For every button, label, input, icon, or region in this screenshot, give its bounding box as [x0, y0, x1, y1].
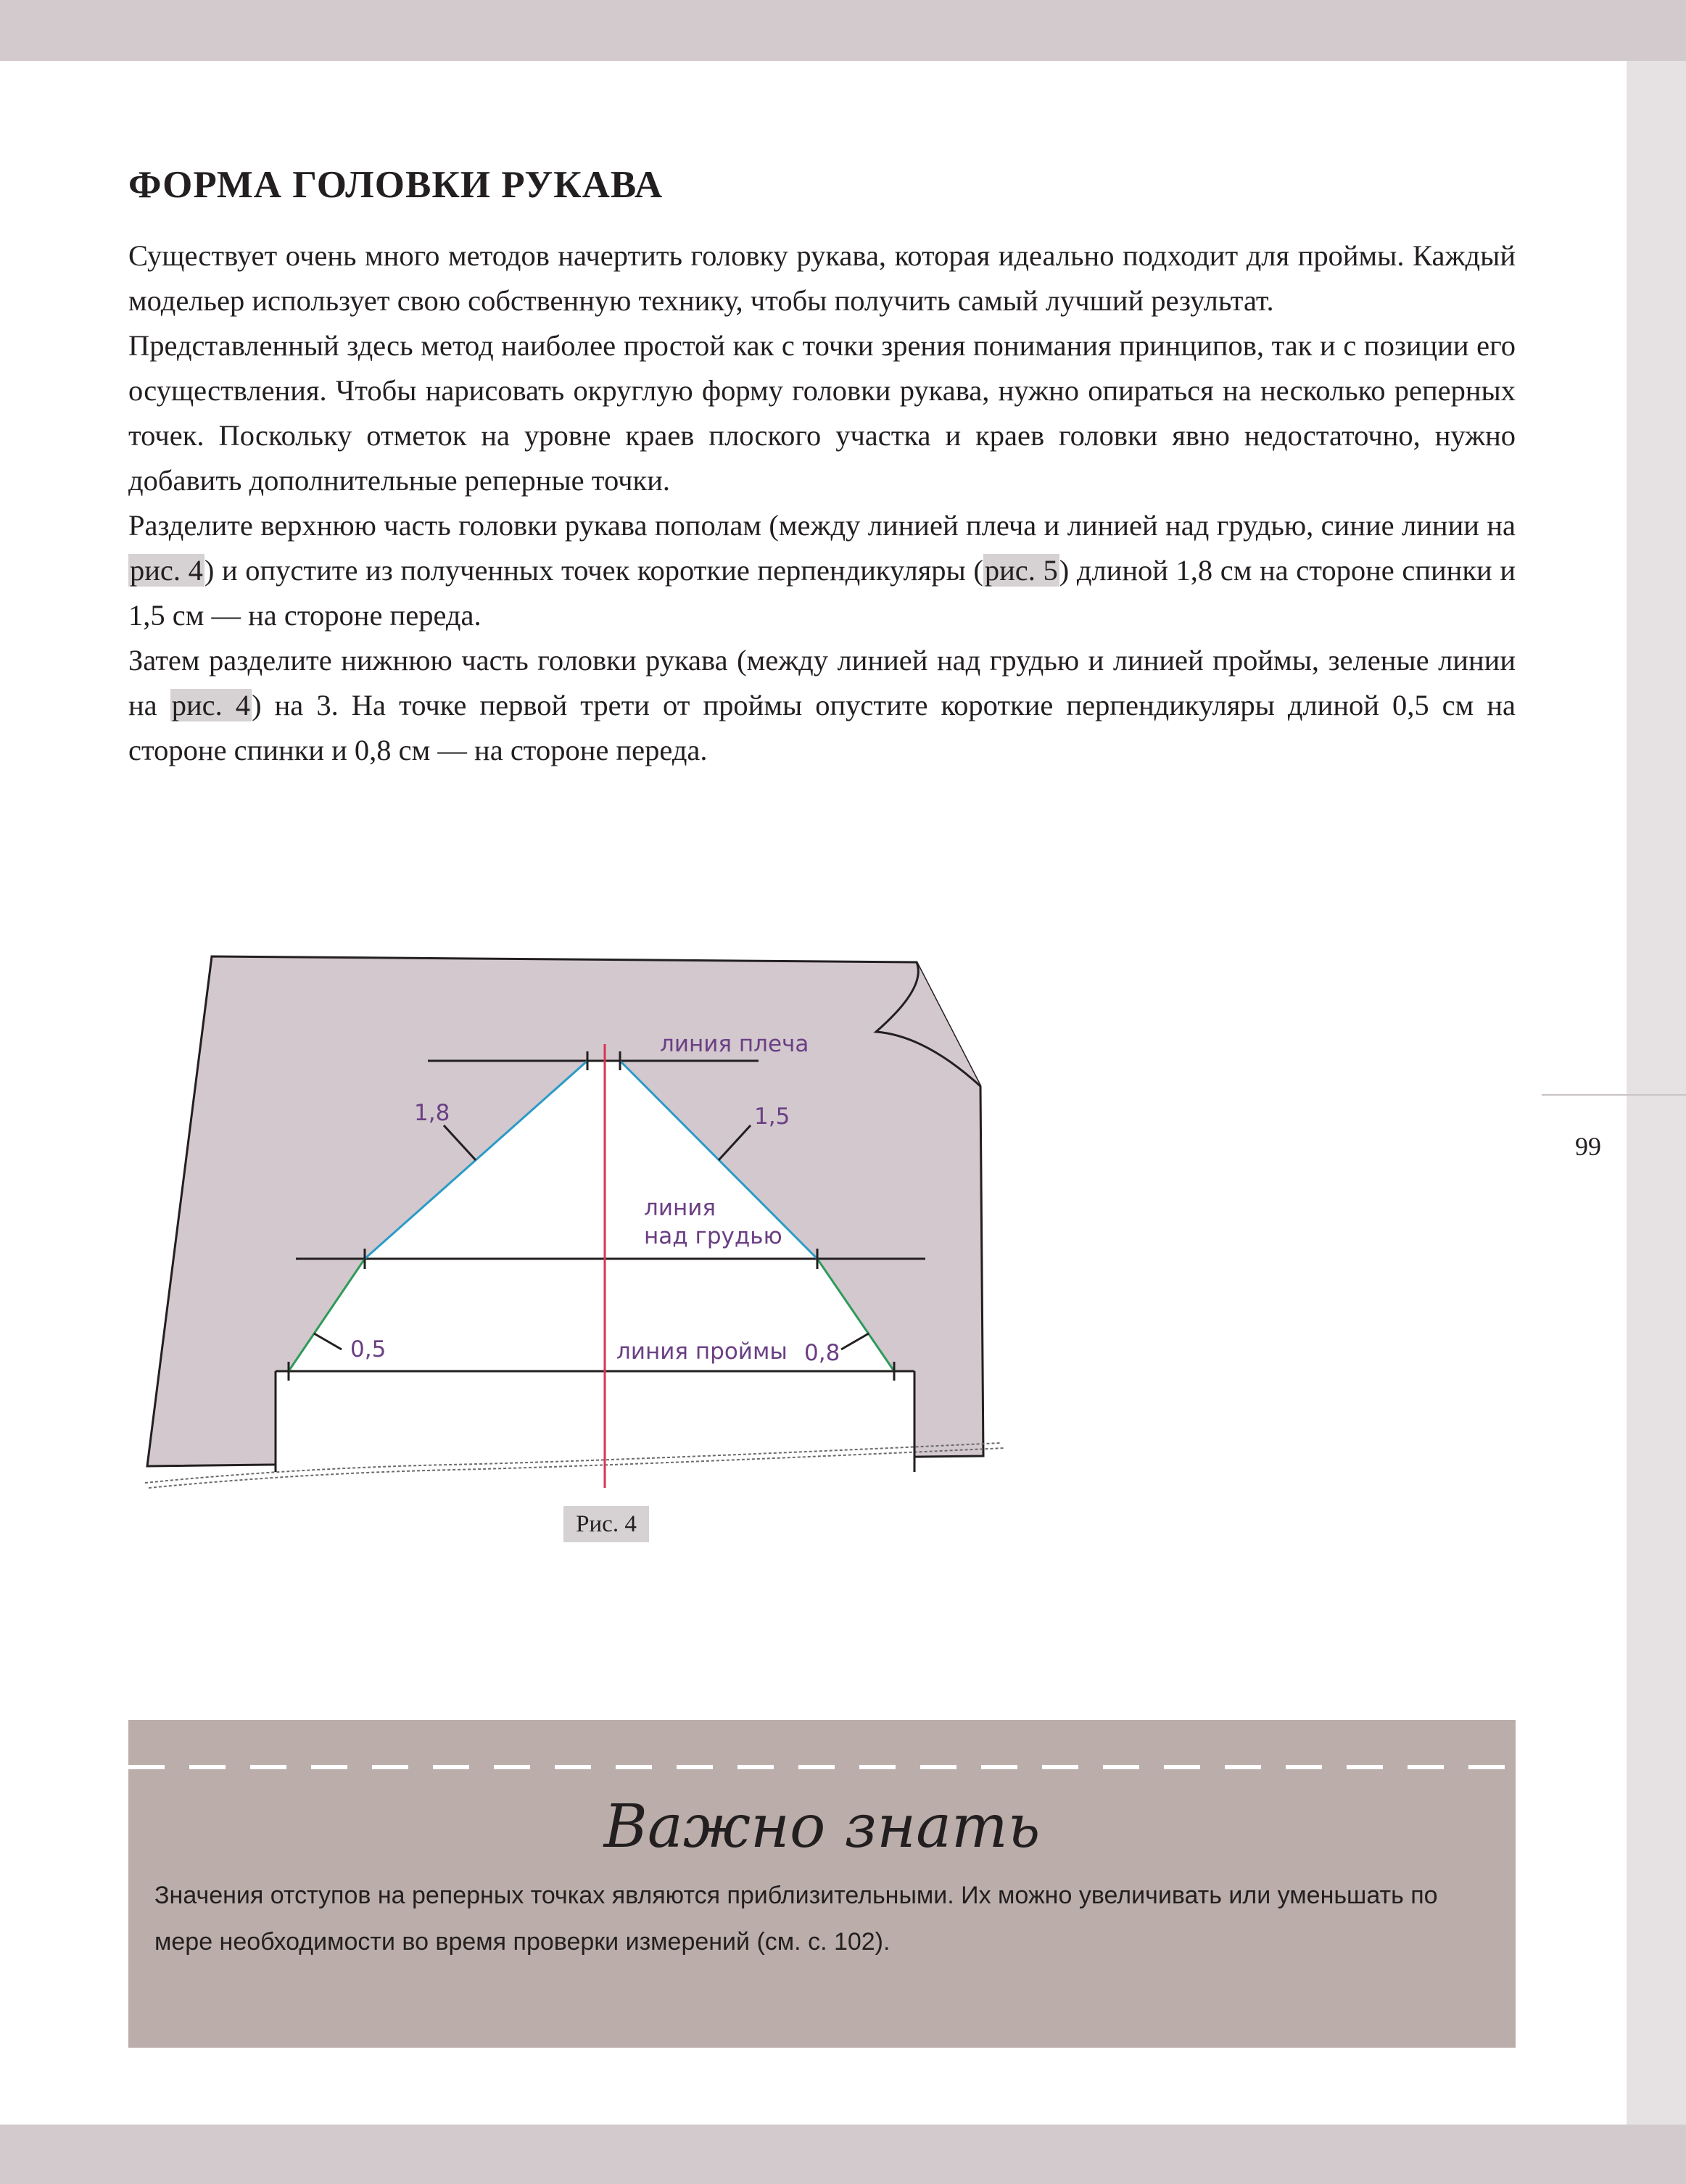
note-title: Важно знать	[603, 1792, 1041, 1861]
paragraph-1: Существует очень много методов начертить головку рукава, которая идеально подходит для проймы. Каждый модельер использует свою собственную технику, чтобы получить самый лучший результат.	[128, 239, 1516, 317]
page-number: 99	[1575, 1132, 1601, 1161]
figure-caption: Рис. 4	[563, 1506, 649, 1542]
label-back-lower: 0,5	[350, 1336, 387, 1362]
paragraph-4	[128, 638, 1516, 773]
label-front-lower: 0,8	[804, 1340, 840, 1366]
section-heading: ФОРМА ГОЛОВКИ РУКАВА	[128, 164, 664, 206]
note-dashed-divider	[128, 1765, 1516, 1769]
top-border-band	[0, 0, 1686, 61]
label-shoulder-line: линия плеча	[660, 1031, 809, 1057]
figure-reference-4-second[interactable]: рис. 4	[171, 689, 251, 721]
figure-reference-5[interactable]: рис. 5	[984, 554, 1058, 587]
paragraph-3-text-a: Разделите верхнюю часть головки рукава пополам (между линией плеча и линией над грудью, синие линии на	[128, 509, 1516, 542]
right-margin-band	[1627, 61, 1686, 2125]
paragraph-4-text-b: ) на 3. На точке первой трети от проймы опустите короткие перпендикуляры длиной 0,5 см на стороне спинки и 0,8 см — на стороне переда.	[128, 689, 1516, 766]
paragraph-4-text-a: Затем разделите нижнюю часть головки рукава (между линией над грудью и линией проймы, зеленые линии на	[128, 644, 1516, 721]
body-text	[128, 233, 1516, 773]
page-number-rule	[1542, 1094, 1686, 1096]
label-bust-line-1: линия	[644, 1195, 716, 1221]
paragraph-3-text-b: ) и опустите из полученных точек короткие перпендикуляры (	[204, 554, 983, 587]
sleeve-cap-drawing	[145, 943, 1015, 1508]
label-front-upper: 1,5	[754, 1104, 790, 1130]
paragraph-3	[128, 503, 1516, 638]
paragraph-2: Представленный здесь метод наиболее простой как с точки зрения понимания принципов, так и с позиции его осуществления. Чтобы нарисовать округлую форму головки рукава, нужно опираться на несколько реперных точек. Поскольку отметок на уровне краев плоского участка и краев головки явно недостаточно, нужно добавить дополнительные реперные точки.	[128, 329, 1516, 497]
label-bust-line-2: над грудью	[644, 1223, 782, 1249]
note-text: Значения отступов на реперных точках являются приблизительными. Их можно увеличивать или уменьшать по мере необходимости во время проверки измерений (см. с. 102).	[154, 1882, 1438, 1956]
paragraph-3-text-c: ) длиной 1,8 см на стороне спинки и 1,5 см — на стороне переда.	[128, 554, 1516, 632]
figure-reference-4[interactable]: рис. 4	[130, 554, 203, 587]
bottom-border-band	[0, 2125, 1686, 2184]
important-note-box	[128, 1720, 1516, 2048]
sleeve-cap-diagram	[145, 943, 1015, 1508]
label-armhole-line: линия проймы	[616, 1339, 788, 1365]
label-back-upper: 1,8	[414, 1100, 450, 1126]
